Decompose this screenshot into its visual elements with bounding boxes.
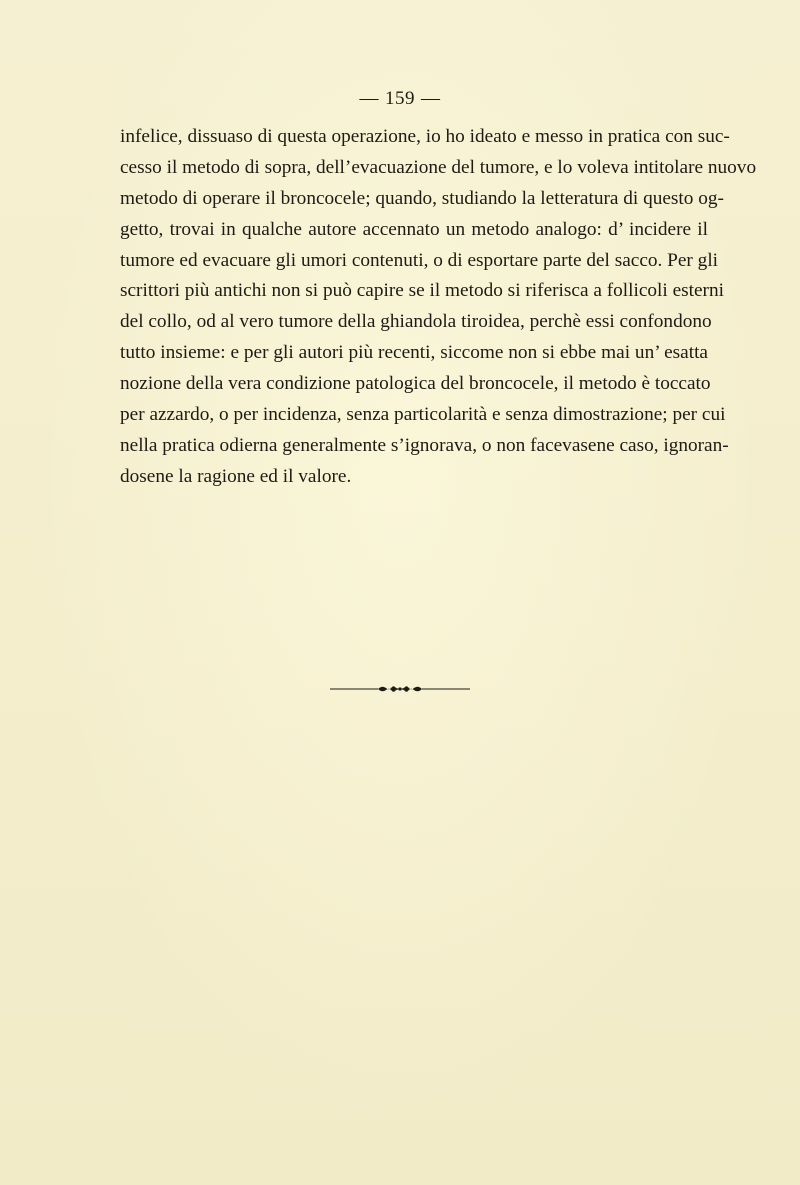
end-ornament-icon [330, 682, 470, 696]
header-dash-right: — [421, 88, 441, 109]
text-line: tutto insieme: e per gli autori più recenti, siccome non si ebbe mai un’ esatta [120, 342, 708, 364]
text-line: nella pratica odierna generalmente s’ignorava, o non facevasene caso, ignoran- [120, 434, 729, 456]
text-line: dosene la ragione ed il valore. [120, 465, 352, 487]
body-paragraph [120, 122, 757, 493]
page-number-header [0, 88, 800, 110]
page-number: 159 [385, 88, 415, 109]
text-line: metodo di operare il broncocele; quando, studiando la letteratura di questo og- [120, 187, 724, 209]
text-line: scrittori più antichi non si può capire se il metodo si riferisca a follicoli esterni [120, 280, 724, 302]
text-line: del collo, od al vero tumore della ghiandola tiroidea, perchè essi confondono [120, 311, 712, 333]
text-line: infelice, dissuaso di questa operazione, io ho ideato e messo in pratica con suc- [120, 126, 730, 147]
text-line: getto, trovai in qualche autore accennato un metodo analogo: d’ incidere il [120, 218, 708, 240]
text-line: per azzardo, o per incidenza, senza particolarità e senza dimostrazione; per cui [120, 404, 726, 426]
header-dash-left: — [359, 88, 379, 109]
text-line: tumore ed evacuare gli umori contenuti, o di esportare parte del sacco. Per gli [120, 249, 719, 271]
text-line: cesso il metodo di sopra, dell’evacuazione del tumore, e lo voleva intitolare nuovo [120, 156, 757, 178]
text-line: nozione della vera condizione patologica del broncocele, il metodo è toccato [120, 373, 711, 395]
